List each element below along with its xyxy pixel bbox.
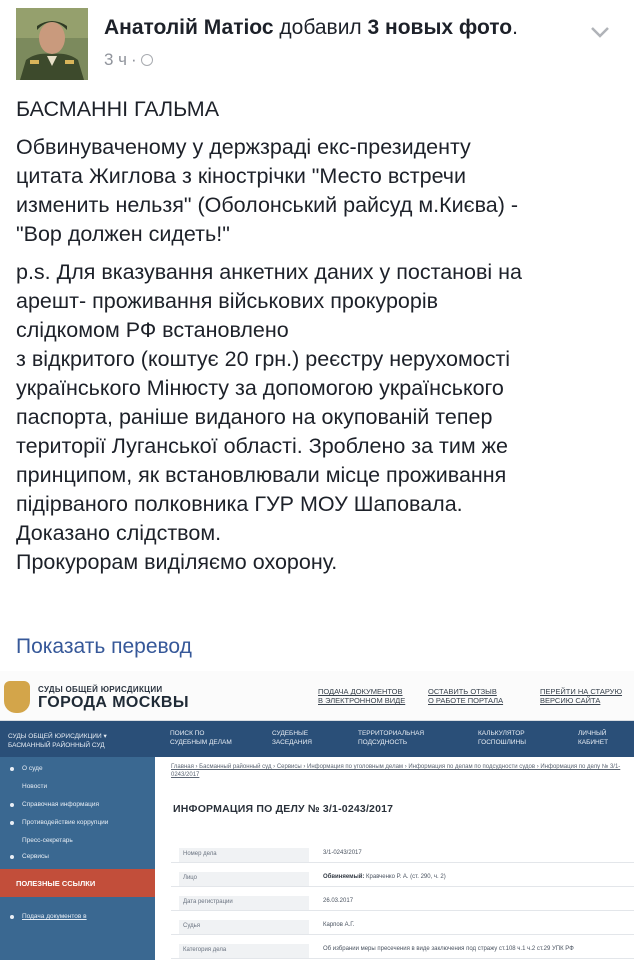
logo-subtitle: СУДЫ ОБЩЕЙ ЮРИСДИКЦИИ [38,685,163,694]
top-link-feedback[interactable]: ОСТАВИТЬ ОТЗЫВ О РАБОТЕ ПОРТАЛА [428,687,504,705]
court-site-content [155,757,634,960]
text-line: слідкомом РФ встановлено [16,318,289,342]
text-line: українського Мінюсту за допомогою українського [16,376,504,400]
sidebar-item-services[interactable]: Сервисы [22,853,49,860]
table-row [171,937,634,959]
table-cell-label: Судья [179,920,309,934]
table-cell-value: 26.03.2017 [323,898,354,904]
table-row [171,913,634,935]
author-line [104,13,518,43]
nav-hearings[interactable]: СУДЕБНЫЕ ЗАСЕДАНИЯ [272,730,312,746]
post-header [0,0,634,82]
coat-of-arms-icon [4,681,30,713]
table-cell-label: Дата регистрации [179,896,309,910]
sidebar-item-reference[interactable]: Справочная информация [22,801,99,808]
post-action-end: . [512,16,518,39]
post-meta [104,50,153,70]
show-translation-link[interactable]: Показать перевод [16,635,192,658]
post-action-text: добавил [273,16,368,39]
text-line: підірваного полковника ГУР МОУ Шаповала. [16,492,463,516]
text-line: Прокурорам виділяємо охорону. [16,550,338,574]
sidebar-item-press[interactable]: Пресс-секретарь [22,837,73,844]
nav-fee-calculator[interactable]: КАЛЬКУЛЯТОР ГОСПОШЛИНЫ [478,730,526,746]
chevron-down-icon[interactable] [588,22,612,42]
text-line: арешт- проживання військових прокурорів [16,289,439,313]
text-line: Обвинуваченому у держзраді екс-президенту [16,135,471,159]
sidebar-item-about[interactable]: О суде [22,765,43,772]
text-line: p.s. Для вказування анкетних даних у постанові на [16,260,522,284]
sidebar-item-news[interactable]: Новости [22,783,48,790]
breadcrumb[interactable]: Главная › Басманный районный суд › Сервисы › Информация по уголовным делам › Информация по делам по подсудности судов › Информация по делу № 3/1-0243/2017 [171,764,621,778]
nav-case-search[interactable]: ПОИСК ПО СУДЕБНЫМ ДЕЛАМ [170,730,232,746]
top-link-e-filing[interactable]: ПОДАЧА ДОКУМЕНТОВ В ЭЛЕКТРОННОМ ВИДЕ [318,687,406,705]
sidebar-item-anticorruption[interactable]: Противодействие коррупции [22,819,109,826]
court-site-header [0,671,634,721]
text-line: паспорта, раніше виданого на окупованій тепер [16,405,493,429]
bullet-icon [10,821,14,825]
bullet-icon [10,855,14,859]
text-line: изменить нельзя" (Оболонський райсуд м.Києва) - [16,193,519,217]
table-cell-value: 3/1-0243/2017 [323,850,362,856]
table-row [171,841,634,863]
post-timestamp[interactable]: 3 ч [104,50,128,69]
table-cell-label: Лицо [179,872,309,886]
bullet-icon [10,767,14,771]
text-line: цитата Жиглова з кінострічки "Место встречи [16,164,467,188]
photo-count-link[interactable]: 3 новых фото [367,16,513,39]
bullet-icon [10,803,14,807]
logo-title: ГОРОДА МОСКВЫ [38,694,189,711]
court-site-nav [0,721,634,757]
nav-court-selector[interactable]: СУДЫ ОБЩЕЙ ЮРИСДИКЦИИ ▾ БАСМАННЫЙ РАЙОННЫЙ СУД [8,733,107,749]
court-site-sidebar [0,757,155,960]
table-cell-label: Номер дела [179,848,309,862]
text-line: "Вор должен сидеть!" [16,222,230,246]
top-link-old-site[interactable]: ПЕРЕЙТИ НА СТАРУЮ ВЕРСИЮ САЙТА [540,687,623,705]
text-line: принципом, як встановлювали місце проживання [16,463,507,487]
nav-jurisdiction[interactable]: ТЕРРИТОРИАЛЬНАЯ ПОДСУДНОСТЬ [358,730,425,746]
author-name[interactable]: Анатолій Матіос [104,16,274,39]
case-title: ИНФОРМАЦИЯ ПО ДЕЛУ № 3/1-0243/2017 [173,803,394,815]
meta-separator: · [131,50,137,69]
table-cell-value: Об избрании меры пресечения в виде заключения под стражу ст.108 ч.1 ч.2 ст.29 УПК РФ [323,946,574,952]
post-heading: БАСМАННІ ГАЛЬМА [16,97,220,121]
sidebar-item-documents[interactable]: Подача документов в [22,913,87,920]
text-line: з відкритого (коштує 20 грн.) реєстру нерухомості [16,347,511,371]
table-row [171,865,634,887]
post-paragraph-1 [16,133,616,249]
text-line: Доказано слідством. [16,521,222,545]
table-cell-label: Категория дела [179,944,309,958]
sidebar-section-useful-links: ПОЛЕЗНЫЕ ССЫЛКИ [0,869,155,897]
post-body [16,95,616,586]
text-line: території Луганської області. Зроблено за тим же [16,434,509,458]
court-site-photo[interactable] [0,671,634,960]
table-cell-value: Обвиняемый: Кравченко Р. А. (ст. 290, ч. 2) [323,874,446,880]
post-paragraph-2 [16,258,616,577]
globe-icon [141,54,153,66]
author-avatar[interactable] [16,8,88,80]
table-cell-value: Карпов А.Г. [323,922,355,928]
bullet-icon [10,915,14,919]
table-row [171,889,634,911]
nav-personal-cabinet[interactable]: ЛИЧНЫЙ КАБИНЕТ [578,730,609,746]
